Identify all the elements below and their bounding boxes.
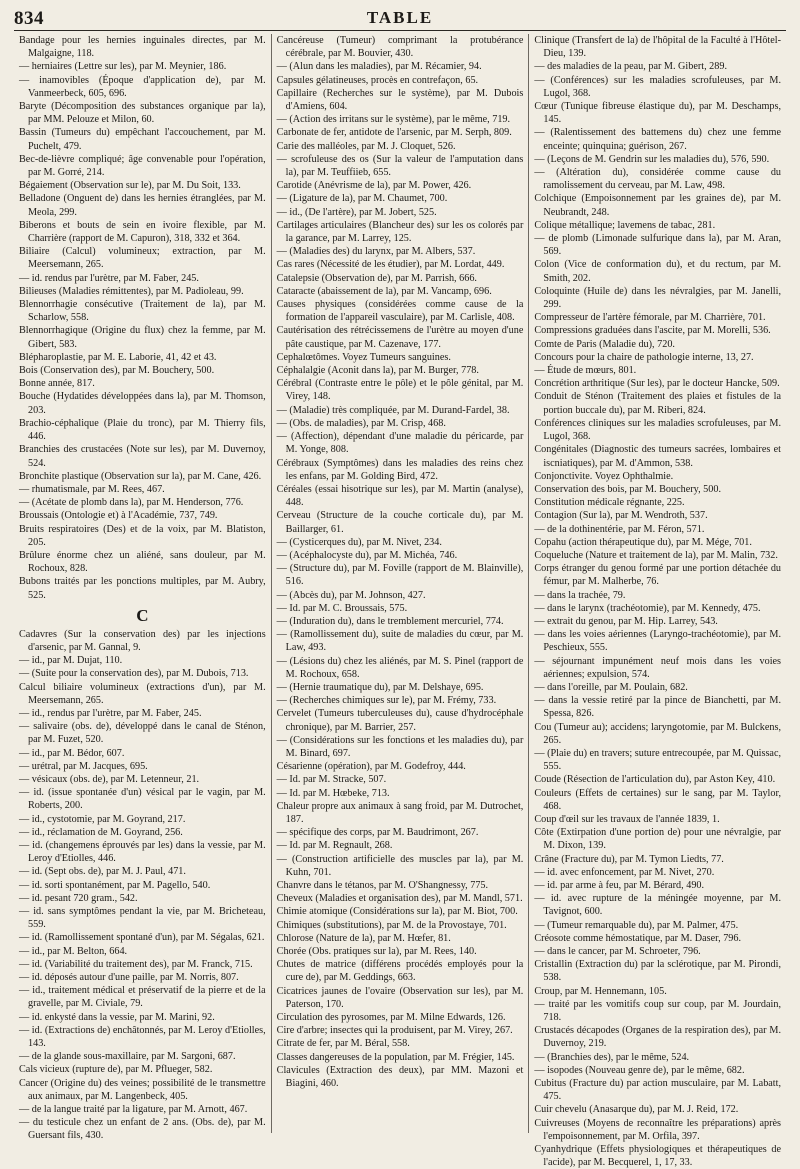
index-entry: Coude (Résection de l'articulation du), par Aston Key, 410.	[534, 774, 776, 786]
index-entry: — de la glande sous-maxillaire, par M. Sargoni, 687.	[19, 1051, 236, 1063]
index-entry: Cheveux (Maladies et organisation des), par M. Mandl, 571.	[276, 893, 523, 905]
index-entry: Coqueluche (Nature et traitement de la), par M. Malin, 732.	[534, 549, 778, 561]
index-entry: Bruits respiratoires (Des) et de la voix, par M. Blatiston, 205.	[19, 523, 266, 548]
index-entry: Colique métallique; lavemens de tabac, 281.	[534, 219, 716, 231]
index-entry: — id., par M. Dujat, 110.	[19, 655, 123, 667]
index-entry: Carie des malléoles, par M. J. Cloquet, 526.	[276, 140, 456, 152]
index-entry: — (Alun dans les maladies), par M. Récamier, 94.	[276, 61, 482, 73]
index-entry: — (Induration du), dans le tremblement mercuriel, 774.	[276, 615, 504, 627]
index-entry: — extrait du genou, par M. Hip. Larrey, 543.	[534, 615, 718, 627]
index-entry: Brachio-céphalique (Plaie du tronc), par M. Thierry fils, 446.	[19, 417, 266, 443]
index-entry: Céréales (essai hisotrique sur les), par M. Martin (analyse), 448.	[276, 483, 524, 509]
index-entry: Chlorose (Nature de la), par M. Hœfer, 81.	[276, 932, 451, 944]
index-entry: — (Maladies des) du larynx, par M. Albers, 537.	[276, 246, 476, 258]
index-entry: Congénitales (Diagnostic des tumeurs sacrées, lombaires et iscniatiques), par M. d'Ammon, 538.	[534, 444, 782, 469]
index-entry: — (Recherches chimiques sur le), par M. Frémy, 733.	[276, 695, 497, 707]
index-entry: Compresseur de l'artère fémorale, par M. Charrière, 701.	[534, 312, 766, 324]
index-entry: — (Leçons de M. Gendrin sur les maladies du), 576, 590.	[534, 153, 770, 165]
index-entry: Blennorrhagie consécutive (Traitement de la), par M. Scharlow, 558.	[19, 299, 266, 324]
index-entry: Calcul biliaire volumineux (extractions d'un), par M. Meersemann, 265.	[19, 681, 266, 706]
index-entry: Chaleur propre aux animaux à sang froid, par M. Dutrochet, 187.	[276, 800, 524, 825]
index-entry: — Étude de mœurs, 801.	[534, 365, 637, 377]
index-entry: — id. (Ramollissement spontané d'un), par M. Ségalas, 621.	[19, 932, 265, 944]
index-entry: — isopodes (Nouveau genre de), par le même, 682.	[534, 1064, 745, 1076]
index-entry: Conduit de Sténon (Traitement des plaies et fistules de la portion buccale du), par M. Riberi, 824.	[534, 391, 782, 416]
index-entry: Cérébraux (Symptômes) dans les maladies des reins chez les enfans, par M. Golding Bird, 472.	[276, 457, 524, 482]
index-entry: — (Altération du), considérée comme cause du ramolissement du cerveau, par M. Law, 498.	[534, 167, 782, 192]
index-entry: Belladone (Onguent de) dans les hernies étranglées, par M. Meola, 299.	[19, 193, 266, 218]
index-entry: — Id. par M. Hœbeke, 713.	[276, 787, 390, 799]
index-entry: Côte (Extirpation d'une portion de) pour une névralgie, par M. Dixon, 139.	[534, 827, 782, 852]
index-entry: Conférences cliniques sur les maladies scrofuleuses, par M. Lugol, 368.	[534, 417, 782, 443]
index-entry: Crustacés décapodes (Organes de la respiration des), par M. Duvernoy, 219.	[534, 1025, 782, 1050]
index-entry: — (Conférences) sur les maladies scrofuleuses, par M. Lugol, 368.	[534, 74, 782, 99]
index-entry: Baryte (Décomposition des substances organique par la), par MM. Pelouze et Milon, 60.	[19, 101, 266, 126]
index-entry: — (Maladie) très compliquée, par M. Durand-Fardel, 38.	[276, 404, 510, 416]
index-entry: — de la dothinentérie, par M. Féron, 571.	[534, 523, 705, 535]
index-entry: Cadavres (Sur la conservation des) par les injections d'arsenic, par M. Gannal, 9.	[19, 628, 266, 653]
index-entry: — du testicule chez un enfant de 2 ans. (Obs. de), par M. Guersant fils, 430.	[19, 1117, 266, 1142]
index-entry: — id. avec rupture de la méningée moyenne, par M. Tavignot, 600.	[534, 893, 782, 918]
index-entry: — urétral, par M. Jacques, 695.	[19, 760, 148, 772]
index-entry: Classes dangereuses de la population, par M. Frégier, 145.	[276, 1051, 515, 1063]
index-entry: — id. (Variabilité du traitement des), par M. Franck, 715.	[19, 958, 253, 970]
index-entry: Bassin (Tumeurs du) empêchant l'accouchement, par M. Puchelt, 479.	[19, 127, 266, 152]
index-entry: — (Lésions du) chez les aliénés, par M. S. Pinel (rapport de M. Rochoux, 658.	[276, 655, 524, 680]
index-entry: — scrofuleuse des os (Sur la valeur de l'amputation dans la), par M. Teuffiieb, 655.	[276, 153, 524, 179]
index-entry: Concours pour la chaire de pathologie interne, 13, 27.	[534, 351, 754, 363]
index-entry: Capillaire (Recherches sur le système), par M. Dubois d'Amiens, 604.	[276, 87, 524, 113]
index-entry: Bec-de-lièvre compliqué; âge convenable pour l'opération, par M. Gorré, 214.	[19, 153, 266, 179]
index-entry: — id., cystotomie, par M. Goyrand, 217.	[19, 813, 186, 825]
index-column-right	[528, 34, 786, 1169]
index-entry: Cautérisation des rétrécissemens de l'urètre au moyen d'une pâte caustique, par M. Cazenave, 177.	[276, 325, 524, 350]
index-entry: Compressions graduées dans l'ascite, par M. Morelli, 536.	[534, 325, 771, 337]
index-entry: Cubitus (Fracture du) par action musculaire, par M. Labatt, 475.	[534, 1078, 782, 1103]
index-entry: — (Acétate de plomb dans la), par M. Henderson, 776.	[19, 497, 244, 509]
index-entry: — rhumatismale, par M. Rees, 467.	[19, 483, 165, 495]
index-entry: Coup d'œil sur les travaux de l'année 1839, 1.	[534, 813, 720, 825]
index-entry: — id. (Sept obs. de), par M. J. Paul, 471.	[19, 866, 186, 878]
index-entry: — (Ralentissement des battemens du) chez une femme enceinte; quinquina; guérison, 267.	[534, 127, 782, 152]
index-entry: Cristallin (Extraction du) par la sclérotique, par M. Pirondi, 538.	[534, 959, 782, 984]
index-entry: Chutes de matrice (différens procédés employés pour la cure de), par M. Geddings, 663.	[276, 959, 524, 984]
index-entry: Cou (Tumeur au); accidens; laryngotomie, par M. Bulckens, 265.	[534, 721, 782, 746]
index-entry: Clavicules (Extraction des deux), par MM. Mazoni et Biagini, 460.	[276, 1064, 524, 1090]
index-entry: — id. sans symptômes pendant la vie, par M. Bricheteau, 559.	[19, 906, 266, 931]
index-entry: Branchies des crustacées (Note sur les), par M. Duvernoy, 524.	[19, 444, 266, 469]
index-entry: — dans l'oreille, par M. Poulain, 682.	[534, 681, 688, 693]
index-column-middle	[271, 34, 529, 1133]
index-entry: — id., rendus par l'urètre, par M. Faber, 245.	[19, 707, 202, 719]
index-entry: — séjournant impunément neuf mois dans les voies aériennes; expulsion, 574.	[534, 655, 782, 680]
index-entry: Cuir chevelu (Anasarque du), par M. J. Reid, 172.	[534, 1104, 739, 1116]
index-entry: Constitution médicale régnante, 225.	[534, 497, 685, 509]
index-entry: — id., par M. Belton, 664.	[19, 945, 128, 957]
index-entry: Clinique (Transfert de la) de l'hôpital de la Faculté à l'Hôtel-Dieu, 139.	[534, 35, 782, 60]
index-entry: Blépharoplastie, par M. E. Laborie, 41, 42 et 43.	[19, 351, 217, 363]
index-entry: — id. (Extractions de) enchâtonnés, par M. Leroy d'Etiolles, 143.	[19, 1024, 266, 1050]
index-entry: Céphalalgie (Aconit dans la), par M. Burger, 778.	[276, 365, 479, 377]
index-entry: Bubons traités par les ponctions multiples, par M. Aubry, 525.	[19, 576, 266, 601]
index-column-left	[14, 34, 271, 1142]
right-entries-list	[534, 34, 781, 1169]
index-entry: Circulation des pyrosomes, par M. Milne Edwards, 126.	[276, 1012, 506, 1024]
index-entry: Colon (Vice de conformation du), et du rectum, par M. Smith, 202.	[534, 259, 782, 284]
index-entry: Bégaiement (Observation sur le), par M. Du Soit, 133.	[19, 180, 241, 192]
index-entry: — des maladies de la peau, par M. Gibert, 289.	[534, 61, 728, 73]
index-entry: — vésicaux (obs. de), par M. Letenneur, 21.	[19, 773, 200, 785]
index-entry: — (Abcès du), par M. Johnson, 427.	[276, 589, 426, 601]
index-entry: Colchique (Empoisonnement par les graines de), par M. Neubrandt, 248.	[534, 193, 782, 218]
index-entry: — dans la vessie retiré par la pince de Bianchetti, par M. Spessa, 826.	[534, 695, 782, 720]
index-entry: — (Acéphalocyste du), par M. Michéa, 746.	[276, 549, 458, 561]
index-entry: — id., (De l'artère), par M. Jobert, 525.	[276, 206, 437, 218]
index-entry: — (Plaie du) en travers; suture entrecoupée, par M. Quissac, 555.	[534, 747, 782, 773]
index-entry: Cartilages articulaires (Blancheur des) sur les os colorés par la garance, par M. Larrey, 125.	[276, 219, 524, 245]
index-entry: Bilieuses (Maladies rémittentes), par M. Padioleau, 99.	[19, 285, 244, 297]
index-entry: — (Branchies des), par le même, 524.	[534, 1051, 690, 1063]
index-entry: — Id. par M. Regnault, 268.	[276, 840, 393, 852]
index-entry: Cancéreuse (Tumeur) comprimant la protubérance cérébrale, par M. Bouvier, 430.	[276, 35, 524, 60]
index-entry: Cuivreuses (Moyens de reconnaître les préparations) après l'empoisonnement, par M. Orfila, 397.	[534, 1117, 782, 1142]
index-entry: Broussais (Ontologie et) à l'Académie, 737, 749.	[19, 510, 218, 522]
index-entry: Cœur (Tunique fibreuse élastique du), par M. Deschamps, 145.	[534, 101, 782, 126]
index-entry: — id. rendus par l'urètre, par M. Faber, 245.	[19, 272, 199, 284]
index-entry: Croup, par M. Hennemann, 105.	[534, 985, 667, 997]
index-entry: — id. (changemens éprouvés par les) dans la vessie, par M. Leroy d'Etiolles, 446.	[19, 839, 266, 865]
index-entry: Comte de Paris (Maladie du), 720.	[534, 338, 675, 350]
index-entry: Cancer (Origine du) des veines; possibilité de le transmettre aux animaux, par M. Langenbeck, 405.	[19, 1077, 266, 1102]
index-entry: — (Tumeur remarquable du), par M. Palmer, 475.	[534, 919, 739, 931]
index-entry: Biliaire (Calcul) volumineux; extraction, par M. Meersemann, 265.	[19, 246, 266, 271]
index-entry: Cas rares (Nécessité de les étudier), par M. Lordat, 449.	[276, 259, 505, 271]
index-entry: — id., traitement médical et préservatif de la pierre et de la gravelle, par M. Civiale, 79.	[19, 985, 266, 1010]
index-entry: — dans la trachée, 79.	[534, 589, 626, 601]
index-entry: — (Considérations sur les fonctions et les maladies du), par M. Binard, 697.	[276, 734, 524, 759]
index-entry: Carotide (Anévrisme de la), par M. Power, 426.	[276, 180, 472, 192]
index-entry: Citrate de fer, par M. Béral, 558.	[276, 1038, 410, 1050]
index-entry: Conjonctivite. Voyez Ophthalmie.	[534, 470, 674, 482]
index-entry: — id., réclamation de M. Goyrand, 256.	[19, 826, 183, 838]
index-entry: — id. sorti spontanément, par M. Pagello, 540.	[19, 879, 211, 891]
index-entry: — (Affection), dépendant d'une maladie du péricarde, par M. Yonge, 808.	[276, 431, 524, 456]
page-number: 834	[14, 8, 44, 29]
index-entry: Crâne (Fracture du), par M. Tymon Liedts, 77.	[534, 853, 724, 865]
index-entry: Bonne année, 817.	[19, 378, 95, 390]
index-entry: — id. avec enfoncement, par M. Nivet, 270.	[534, 866, 715, 878]
index-entry: — (Hernie traumatique du), par M. Delshaye, 695.	[276, 681, 484, 693]
index-entry: Biberons et bouts de sein en ivoire flexible, par M. Charrière (rapport de M. Capuron), 318, 332 et 364.	[19, 219, 266, 245]
index-entry: Cicatrices jaunes de l'ovaire (Observation sur les), par M. Paterson, 170.	[276, 985, 524, 1010]
index-entry: — spécifique des corps, par M. Baudrimont, 267.	[276, 827, 479, 839]
section-letter: C	[136, 605, 149, 625]
index-entry: — Id. par M. C. Broussais, 575.	[276, 602, 408, 614]
index-entry: Chorée (Obs. pratiques sur la), par M. Rees, 140.	[276, 946, 477, 958]
index-entry: — id. pesant 720 gram., 542.	[19, 892, 138, 904]
index-entry: — (Action des irritans sur le système), par le même, 719.	[276, 114, 511, 126]
left-entries-list	[19, 34, 266, 602]
index-entry: Corps étranger du genou formé par une portion détachée du fémur, par M. Malherbe, 76.	[534, 563, 782, 588]
index-entry: Copahu (action thérapeutique du), par M. Mége, 701.	[534, 536, 752, 548]
index-entry: Blennorrhagique (Origine du flux) chez la femme, par M. Gibert, 583.	[19, 325, 266, 350]
index-entry: — id. enkysté dans la vessie, par M. Marini, 92.	[19, 1011, 215, 1023]
index-entry: — (Construction artificielle des muscles par la), par M. Kuhn, 701.	[276, 853, 524, 878]
index-entry: — id. déposés autour d'une paille, par M. Norris, 807.	[19, 972, 239, 984]
index-entry: Chimie atomique (Considérations sur la), par M. Biot, 700.	[276, 906, 518, 918]
index-entry: Bandage pour les hernies inguinales directes, par M. Malgaigne, 118.	[19, 35, 266, 60]
index-entry: Bois (Conservation des), par M. Bouchery, 500.	[19, 365, 215, 377]
index-entry: Brûlure énorme chez un aliéné, sans douleur, par M. Rochoux, 828.	[19, 549, 266, 575]
index-entry: Catalepsie (Observation de), par M. Parrish, 666.	[276, 272, 477, 284]
index-entry: — dans le cancer, par M. Schroeter, 796.	[534, 946, 701, 958]
index-entry: Capsules gélatineuses, procès en contrefaçon, 65.	[276, 74, 479, 86]
index-entry: Cals vicieux (rupture de), par M. Pflueger, 582.	[19, 1064, 213, 1076]
index-entry: — id. par arme à feu, par M. Bérard, 490.	[534, 880, 705, 891]
index-entry: — de plomb (Limonade sulfurique dans la), par M. Aran, 569.	[534, 233, 782, 258]
index-entry: Couleurs (Effets de certaines) sur le sang, par M. Taylor, 468.	[534, 787, 782, 812]
index-entry: Cervelet (Tumeurs tuberculeuses du), cause d'hydrocéphale chronique), par M. Barrier, 257.	[276, 708, 524, 733]
index-columns	[14, 34, 786, 1169]
middle-entries-list	[277, 34, 524, 1090]
index-entry: Coloquinte (Huile de) dans les névralgies, par M. Janelli, 299.	[534, 285, 782, 311]
index-entry: — dans les voies aériennes (Laryngo-trachéotomie), par M. Peschieux, 555.	[534, 629, 782, 654]
index-entry: — id., par M. Bédor, 607.	[19, 747, 125, 759]
index-entry: — (Suite pour la conservation des), par M. Dubois, 713.	[19, 668, 249, 680]
index-entry: Créosote comme hémostatique, par M. Daser, 796.	[534, 932, 742, 944]
index-entry: Bouche (Hydatides développées dans la), par M. Thomson, 203.	[19, 391, 266, 416]
index-entry: — (Obs. de maladies), par M. Crisp, 468.	[276, 417, 446, 429]
left-entries-after-list	[19, 628, 266, 1143]
index-entry: — Id. par M. Stracke, 507.	[276, 774, 387, 786]
index-entry: — id. (issue spontanée d'un) vésical par le vagin, par M. Roberts, 200.	[19, 787, 266, 812]
index-entry: — traité par les vomitifs coup sur coup, par M. Jourdain, 718.	[534, 998, 782, 1024]
index-entry: Contagion (Sur la), par M. Wendroth, 537.	[534, 510, 708, 522]
index-entry: — herniaires (Lettre sur les), par M. Meynier, 186.	[19, 61, 227, 73]
index-entry: — salivaire (obs. de), développé dans le canal de Sténon, par M. Fuzet, 520.	[19, 721, 266, 746]
index-entry: Cephalœtômes. Voyez Tumeurs sanguines.	[276, 351, 451, 363]
index-entry: — (Cysticerques du), par M. Nivet, 234.	[276, 536, 442, 548]
index-entry: Cyanhydrique (Effets physiologiques et thérapeutiques de l'acide), par M. Becquerel, 1, 17, 33.	[534, 1144, 782, 1169]
running-title: TABLE	[366, 8, 434, 27]
index-entry: Chanvre dans le tétanos, par M. O'Shangnessy, 775.	[276, 880, 489, 891]
index-entry: — (Ligature de la), par M. Chaumet, 700.	[276, 193, 448, 205]
index-entry: — inamovibles (Époque d'application de), par M. Vanmeerbeck, 605, 696.	[19, 74, 266, 99]
index-entry: Causes physiques (considérées comme cause de la formation de l'appareil vasculaire), par M. Carlisle, 408.	[276, 299, 524, 324]
index-entry: — (Structure du), par M. Foville (rapport de M. Blainville), 516.	[276, 563, 524, 588]
index-entry: Cerveau (Structure de la couche corticale du), par M. Baillarger, 61.	[276, 510, 524, 535]
index-entry: Concrétion arthritique (Sur les), par le docteur Hancke, 509.	[534, 378, 780, 390]
index-entry: Bronchite plastique (Observation sur la), par M. Cane, 426.	[19, 470, 262, 482]
index-entry: Conservation des bois, par M. Bouchery, 500.	[534, 483, 721, 495]
index-entry: Carbonate de fer, antidote de l'arsenic, par M. Serph, 809.	[276, 127, 512, 139]
index-entry: Chimiques (substitutions), par M. de la Provostaye, 701.	[276, 919, 507, 931]
index-entry: — dans le larynx (trachéotomie), par M. Kennedy, 475.	[534, 602, 761, 614]
index-entry: Cire d'arbre; insectes qui la produisent, par M. Virey, 267.	[276, 1025, 513, 1037]
index-entry: — de la langue traité par la ligature, par M. Arnott, 467.	[19, 1104, 248, 1116]
index-entry: Cérébral (Contraste entre le pôle) et le pôle génital, par M. Virey, 148.	[276, 378, 524, 403]
index-entry: Cataracte (abaissement de la), par M. Vancamp, 696.	[276, 285, 492, 297]
page-header	[14, 8, 786, 31]
index-entry: — (Ramollissement du), suite de maladies du cœur, par M. Law, 493.	[276, 629, 524, 654]
index-entry: Césarienne (opération), par M. Godefroy, 444.	[276, 761, 466, 773]
